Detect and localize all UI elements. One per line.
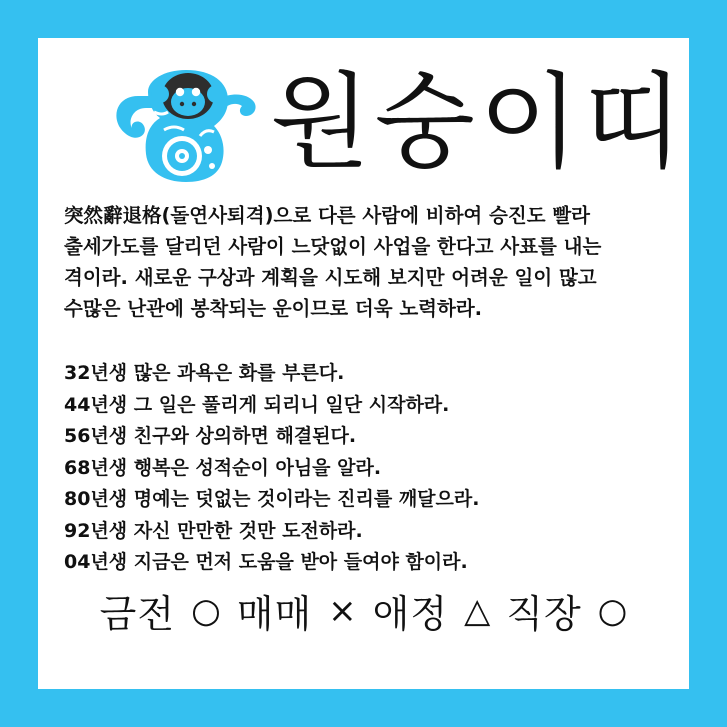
- monkey-zodiac-icon: [108, 56, 268, 186]
- summary-mark-trade: ×: [328, 590, 357, 631]
- description-line: 突然辭退格(돌연사퇴격)으로 다른 사람에 비하여 승진도 빨라: [64, 204, 591, 227]
- list-item: 44년생 그 일은 풀리게 되리니 일단 시작하라.: [64, 393, 450, 416]
- summary-mark-money: ○: [191, 590, 221, 631]
- list-item: 80년생 명예는 덧없는 것이라는 진리를 깨달으라.: [64, 488, 480, 510]
- summary-label-money: 금전: [99, 592, 176, 636]
- description-line: 수많은 난관에 봉착되는 운이므로 더욱 노력하라.: [64, 297, 483, 320]
- summary-label-work: 직장: [506, 592, 582, 636]
- list-item: 68년생 행복은 성적순이 아님을 알라.: [64, 456, 382, 479]
- birth-year-list: [64, 358, 664, 579]
- description-line: 출세가도를 달리던 사람이 느닷없이 사업을 한다고 사표를 내는: [64, 235, 602, 258]
- list-item: 32년생 많은 과욕은 화를 부른다.: [64, 362, 345, 384]
- list-item: 04년생 지금은 먼저 도움을 받아 들여야 함이라.: [64, 551, 468, 573]
- summary-mark-work: ○: [597, 590, 628, 631]
- list-item: 92년생 자신 만만한 것만 도전하라.: [64, 519, 363, 542]
- fortune-description: [64, 200, 664, 324]
- description-line: 격이라. 새로운 구상과 계획을 시도해 보지만 어려운 일이 많고: [64, 266, 597, 289]
- summary-label-trade: 매매: [236, 592, 313, 636]
- fortune-summary-row: [38, 583, 689, 638]
- page-title: 원숭이띠: [270, 61, 688, 183]
- fortune-card: [38, 38, 689, 689]
- summary-mark-love: △: [464, 590, 491, 631]
- card-header: [38, 38, 689, 188]
- list-item: 56년생 친구와 상의하면 해결된다.: [64, 425, 357, 447]
- summary-label-love: 애정: [372, 592, 449, 636]
